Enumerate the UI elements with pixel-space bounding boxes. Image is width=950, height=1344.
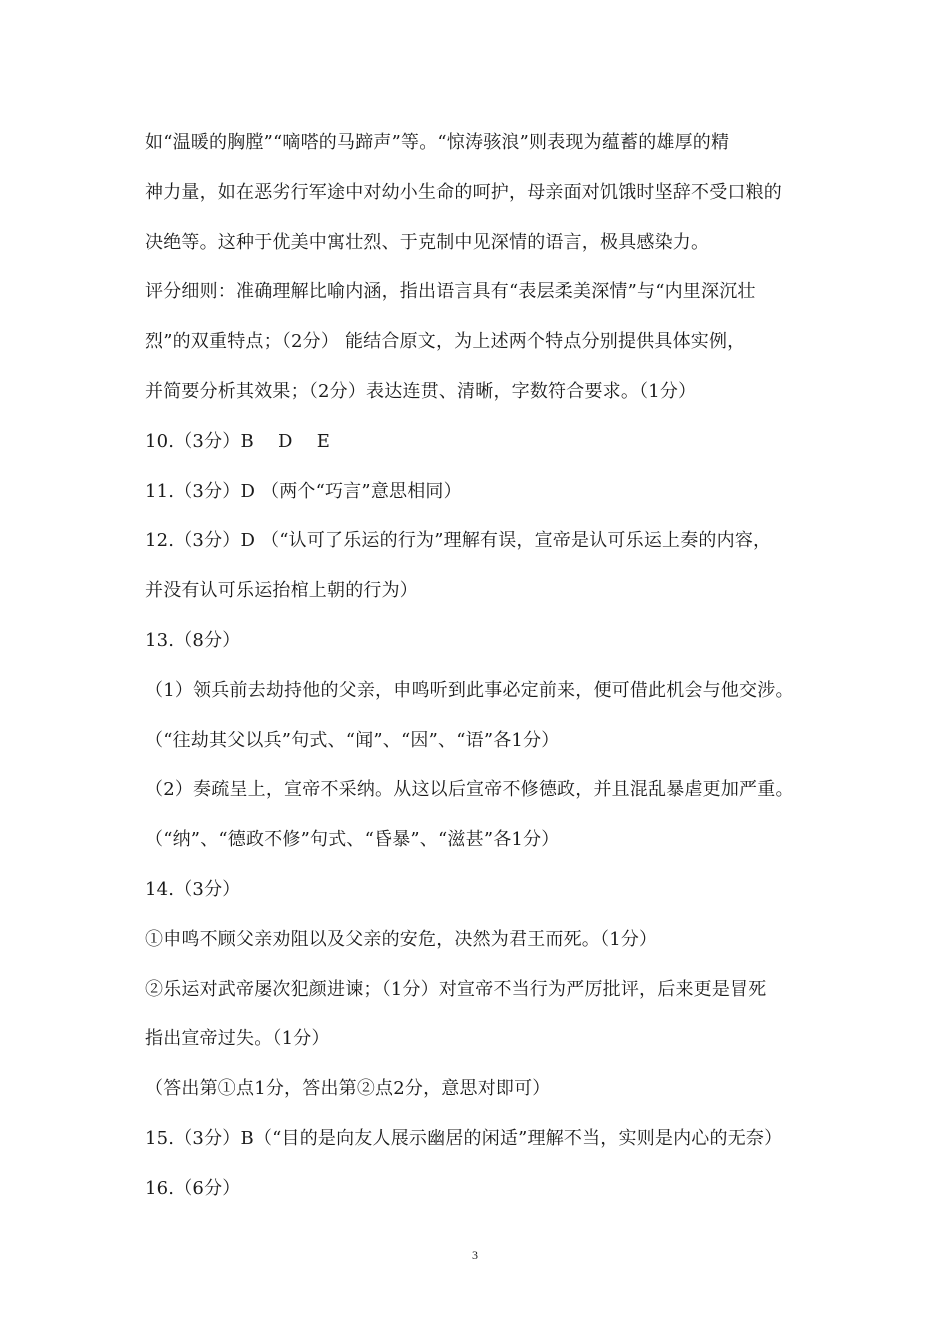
answer-12: 12.（3分）D （“认可了乐运的行为”理解有误，宣帝是认可乐运上奏的内容， <box>145 530 772 552</box>
answer-16-heading: 16.（6分） <box>145 1177 241 1199</box>
answer-15: 15.（3分）B（“目的是向友人展示幽居的闲适”理解不当，实则是内心的无奈） <box>145 1127 783 1149</box>
answer-13-part-1: （1）领兵前去劫持他的父亲，申鸣听到此事必定前来，便可借此机会与他交涉。 <box>145 679 794 701</box>
answer-11: 11.（3分）D （两个“巧言”意思相同） <box>145 480 462 502</box>
answer-13-heading: 13.（8分） <box>145 629 241 651</box>
answer-14-point-2: ②乐运对武帝屡次犯颜进谏；（1分）对宣帝不当行为严厉批评，后来更是冒死 <box>145 978 767 1000</box>
scoring-rules-line: 并简要分析其效果；（2分）表达连贯、清晰，字数符合要求。（1分） <box>145 380 697 402</box>
answer-13-part-1-scoring: （“往劫其父以兵”句式、“闻”、“因”、“语”各1分） <box>145 729 560 751</box>
answer-14-point-1: ①申鸣不顾父亲劝阻以及父亲的安危，决然为君王而死。（1分） <box>145 928 658 950</box>
page-number: 3 <box>472 1248 478 1262</box>
answer-13-part-2-scoring: （“纳”、“德政不修”句式、“昏暴”、“滋甚”各1分） <box>145 829 560 851</box>
text-line: 决绝等。这种于优美中寓壮烈、于克制中见深情的语言，极具感染力。 <box>145 231 710 253</box>
answer-14-point-2-continued: 指出宣帝过失。（1分） <box>145 1028 330 1050</box>
answer-13-part-2: （2）奏疏呈上，宣帝不采纳。从这以后宣帝不修德政，并且混乱暴虐更加严重。 <box>145 779 794 801</box>
scoring-rules-line: 烈”的双重特点；（2分） 能结合原文，为上述两个特点分别提供具体实例， <box>145 331 746 353</box>
answer-14-heading: 14.（3分） <box>145 878 241 900</box>
text-line: 如“温暖的胸膛”“嘀嗒的马蹄声”等。“惊涛骇浪”则表现为蕴蓄的雄厚的精 <box>145 132 730 153</box>
answer-14-scoring: （答出第①点1分，答出第②点2分，意思对即可） <box>145 1078 551 1100</box>
scoring-rules-line: 评分细则：准确理解比喻内涵，指出语言具有“表层柔美深情”与“内里深沉壮 <box>145 281 756 303</box>
answer-12-continued: 并没有认可乐运抬棺上朝的行为） <box>145 580 418 602</box>
answer-key-body <box>145 118 810 1214</box>
answer-10: 10.（3分）B D E <box>145 430 331 452</box>
text-line: 神力量，如在恶劣行军途中对幼小生命的呵护，母亲面对饥饿时坚辞不受口粮的 <box>145 181 782 203</box>
